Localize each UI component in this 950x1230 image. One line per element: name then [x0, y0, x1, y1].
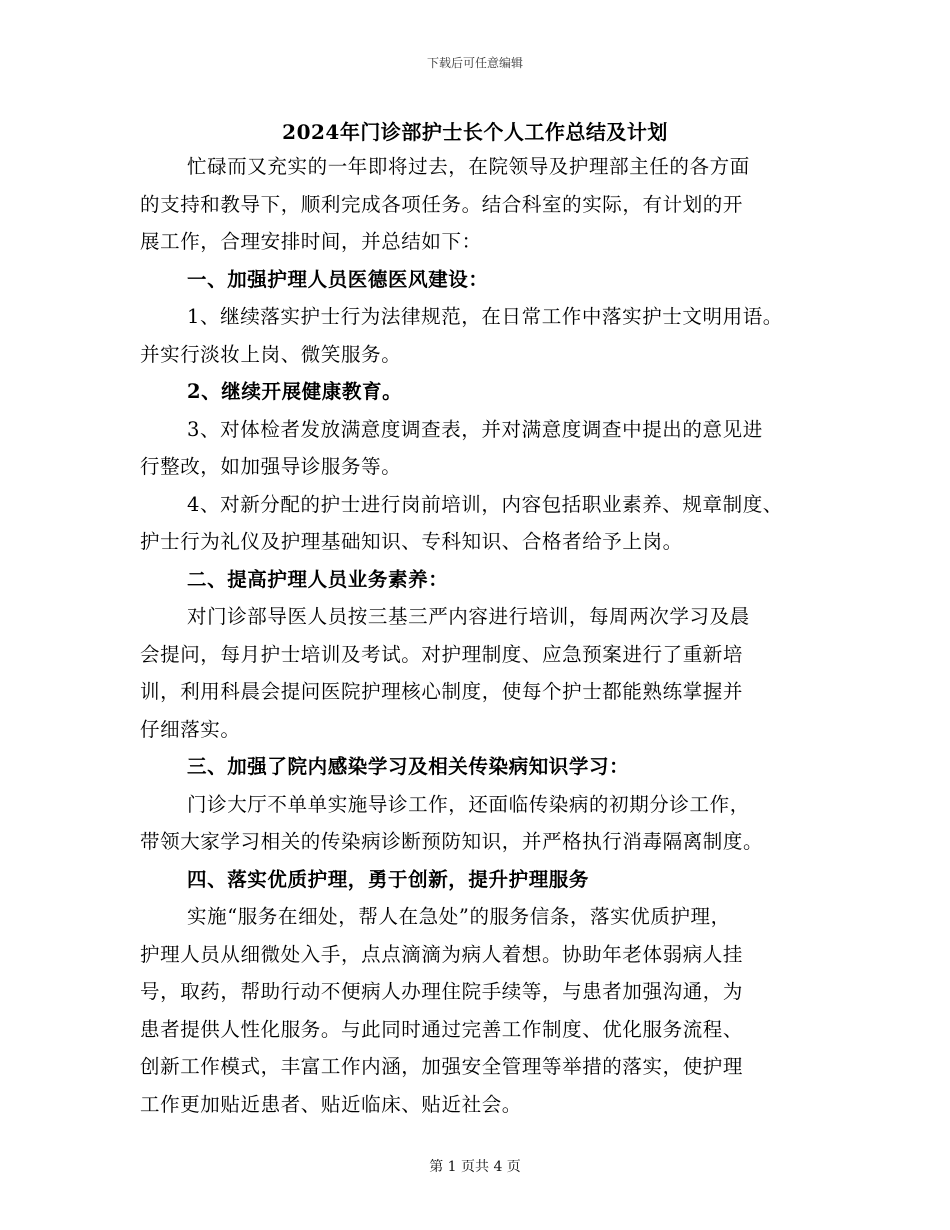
paragraph-line: 训，利用科晨会提问医院护理核心制度，使每个护士都能熟练掌握并 [140, 680, 744, 703]
page-footer: 第 1 页共 4 页 [429, 1159, 521, 1175]
paragraph-line: 门诊大厅不单单实施导诊工作，还面临传染病的初期分诊工作， [187, 792, 750, 816]
section-heading: 二、提高护理人员业务素养： [187, 567, 449, 591]
section-heading: 2、继续开展健康教育。 [187, 380, 403, 403]
paragraph-line: 对门诊部导医人员按三基三严内容进行培训，每周两次学习及晨 [187, 605, 750, 628]
section-heading: 三、加强了院内感染学习及相关传染病知识学习： [187, 755, 630, 778]
paragraph-line: 仔细落实。 [140, 717, 241, 741]
paragraph-line: 会提问，每月护士培训及考试。对护理制度、应急预案进行了重新培 [140, 642, 744, 666]
page-header: 下载后可任意编辑 [426, 56, 523, 70]
paragraph-line: 护理人员从细微处入手，点点滴滴为病人着想。协助年老体弱病人挂 [140, 942, 744, 966]
paragraph-line: 工作更加贴近患者、贴近临床、贴近社会。 [140, 1092, 522, 1116]
paragraph-line: 并实行淡妆上岗、微笑服务。 [140, 342, 402, 366]
paragraph-line: 创新工作模式，丰富工作内涵，加强安全管理等举措的落实，使护理 [140, 1055, 744, 1078]
paragraph-line: 行整改，如加强导诊服务等。 [140, 455, 402, 478]
paragraph-line: 4、对新分配的护士进行岗前培训，内容包括职业素养、规章制度、 [187, 492, 783, 516]
paragraph-line: 的支持和教导下，顺利完成各项任务。结合科室的实际，有计划的开 [140, 192, 744, 216]
paragraph-line: 号，取药，帮助行动不便病人办理住院手续等，与患者加强沟通，为 [140, 980, 744, 1003]
section-heading: 四、落实优质护理，勇于创新，提升护理服务 [187, 867, 590, 891]
paragraph-line: 忙碌而又充实的一年即将过去，在院领导及护理部主任的各方面 [187, 155, 750, 178]
paragraph-line: 护士行为礼仪及护理基础知识、专科知识、合格者给予上岗。 [140, 530, 683, 553]
paragraph-line: 3、对体检者发放满意度调查表，并对满意度调查中提出的意见进 [187, 417, 763, 441]
paragraph-line: 带领大家学习相关的传染病诊断预防知识，并严格执行消毒隔离制度。 [140, 830, 764, 853]
paragraph-line: 患者提供人性化服务。与此同时通过完善工作制度、优化服务流程、 [140, 1017, 744, 1041]
document-body [140, 148, 830, 1123]
paragraph-line: 实施“服务在细处，帮人在急处”的服务信条，落实优质护理， [187, 905, 731, 928]
section-heading: 一、加强护理人员医德医风建设： [187, 267, 489, 291]
paragraph-line: 展工作，合理安排时间，并总结如下： [140, 230, 482, 253]
paragraph-line: 1、继续落实护士行为法律规范，在日常工作中落实护士文明用语。 [187, 305, 783, 328]
document-title: 2024年门诊部护士长个人工作总结及计划 [282, 120, 668, 144]
